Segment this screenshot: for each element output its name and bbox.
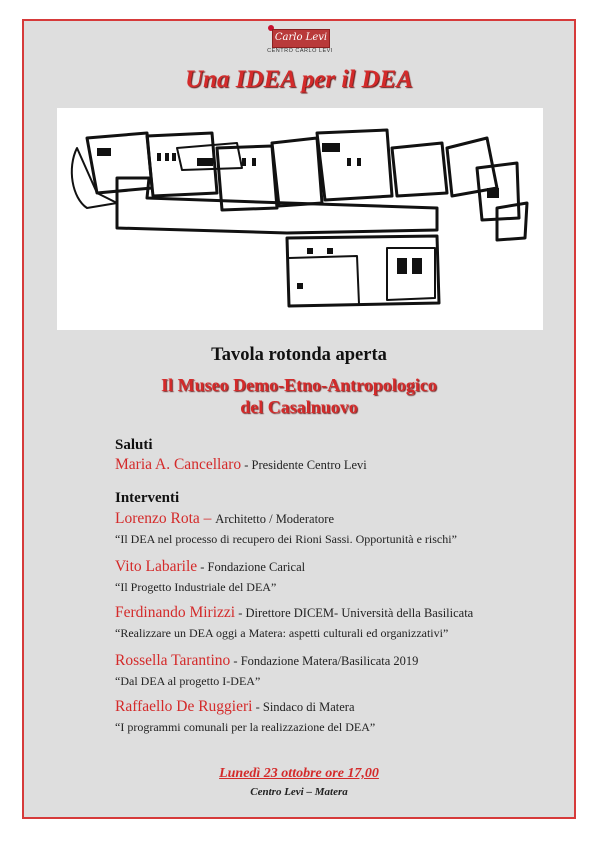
talk-title: “I programmi comunali per la realizzazione del DEA” <box>115 720 376 734</box>
logo-caption: CENTRO CARLO LEVI <box>267 48 333 54</box>
talk-title: “Il Progetto Industriale del DEA” <box>115 580 277 594</box>
museum-heading <box>22 374 576 418</box>
speaker-name: Rossella Tarantino <box>115 652 231 669</box>
talk-title: “Dal DEA al progetto I-DEA” <box>115 674 261 688</box>
speaker-role: Architetto / Moderatore <box>215 512 335 526</box>
museum-line-2: del Casalnuovo <box>240 397 358 417</box>
interventi-heading: Interventi <box>115 490 180 506</box>
floor-plan-illustration <box>57 108 543 330</box>
saluti-heading: Saluti <box>115 437 153 453</box>
floor-plan-icon <box>57 108 543 330</box>
speaker-3 <box>115 604 473 622</box>
speaker-role: - Presidente Centro Levi <box>241 458 367 472</box>
speaker-name: Lorenzo Rota – <box>115 510 216 527</box>
speaker-name: Ferdinando Mirizzi <box>115 604 236 621</box>
speaker-role: - Fondazione Matera/Basilicata 2019 <box>230 654 419 668</box>
speaker-role: - Sindaco di Matera <box>252 700 355 714</box>
speaker-5 <box>115 698 355 716</box>
speaker-name: Maria A. Cancellaro <box>115 456 242 473</box>
speaker-4 <box>115 652 418 670</box>
event-date: Lunedì 23 ottobre ore 17,00 <box>219 766 379 781</box>
talk-title: “Il DEA nel processo di recupero dei Rioni Sassi. Opportunità e rischi” <box>115 532 457 546</box>
museum-line-1: Il Museo Demo-Etno-Antropologico <box>161 375 437 395</box>
logo-script: Carlo Levi <box>274 32 328 43</box>
speaker-name: Vito Labarile <box>115 558 198 575</box>
poster-title: Una IDEA per il DEA <box>185 66 413 93</box>
speaker-2 <box>115 558 305 576</box>
talk-title: “Realizzare un DEA oggi a Matera: aspetti culturali ed organizzativi” <box>115 626 449 640</box>
speaker-1 <box>115 510 334 528</box>
event-place: Centro Levi – Matera <box>250 786 348 798</box>
saluti-speaker <box>115 456 367 474</box>
speaker-role: - Fondazione Carical <box>197 560 306 574</box>
centro-levi-logo <box>266 25 334 58</box>
speaker-name: Raffaello De Ruggieri <box>115 698 253 715</box>
event-subtitle: Tavola rotonda aperta <box>211 345 387 365</box>
speaker-role: - Direttore DICEM- Università della Basilicata <box>235 606 474 620</box>
